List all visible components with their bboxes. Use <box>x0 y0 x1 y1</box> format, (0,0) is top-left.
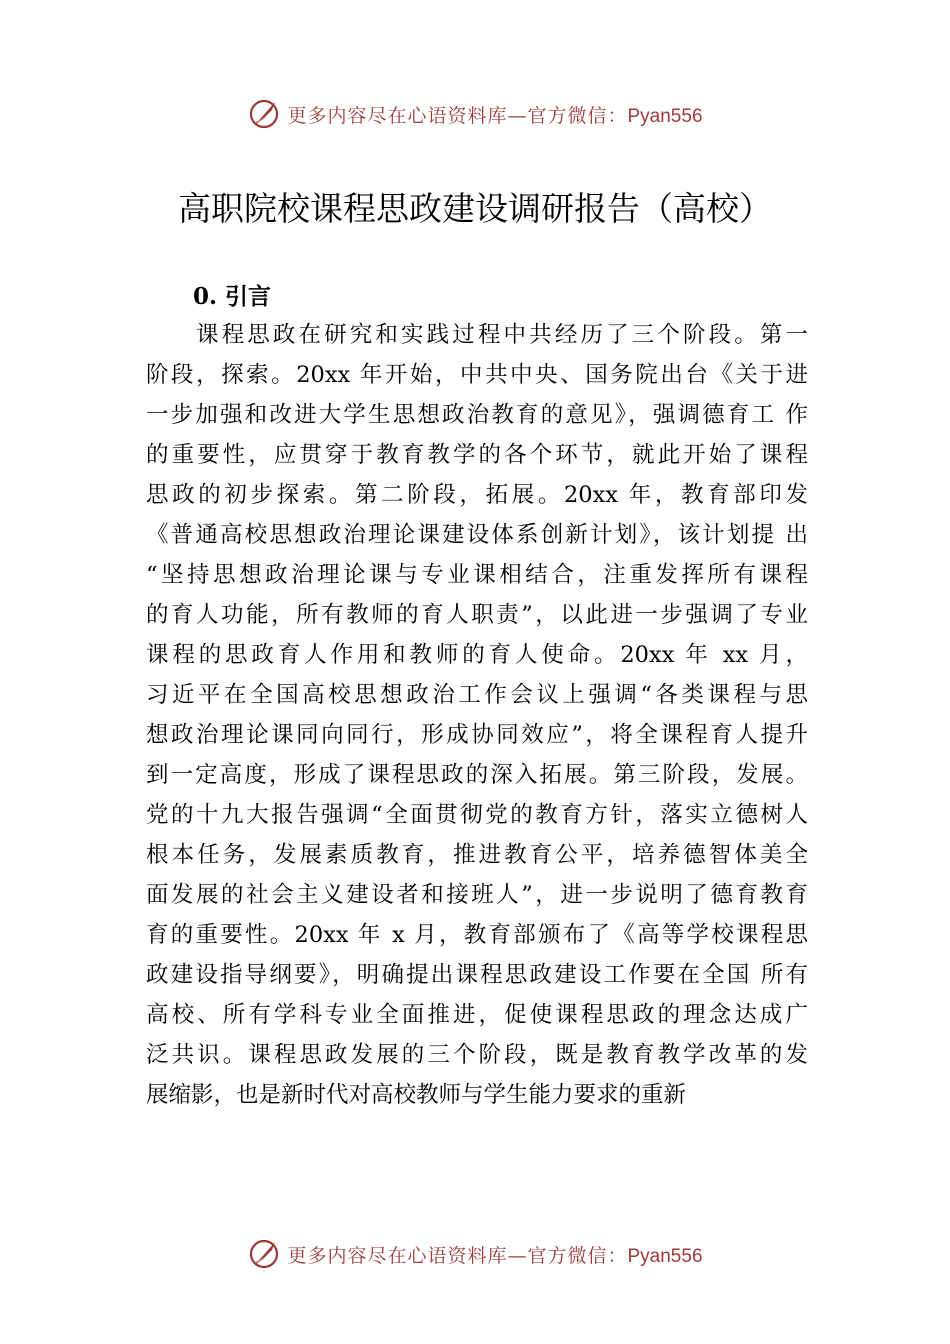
body-line: 课程的思政育人作用和教师的育人使命。20xx 年 xx 月， <box>146 642 808 668</box>
watermark-label: 更多内容尽在心语资料库—官方微信： <box>287 104 628 127</box>
body-line: 一步加强和改进大学生思想政治教育的意见》，强调德育工 作 <box>146 402 808 428</box>
body-paragraph <box>146 315 808 1115</box>
body-line: 的重要性，应贯穿于教育教学的各个环节，就此开始了课程 <box>146 442 808 468</box>
footer-watermark <box>0 1234 950 1274</box>
body-line: “坚持思想政治理论课与专业课相结合，注重发挥所有课程 <box>146 562 808 588</box>
body-line: 政建设指导纲要》，明确提出课程思政建设工作要在全国 所有 <box>146 962 808 988</box>
body-line: 面发展的社会主义建设者和接班人”，进一步说明了德育教育 <box>146 882 808 908</box>
body-line: 的育人功能，所有教师的育人职责”，以此进一步强调了专业 <box>146 602 808 628</box>
watermark-text <box>287 1241 702 1268</box>
body-line: 习近平在全国高校思想政治工作会议上强调“各类课程与思 <box>146 682 808 708</box>
header-watermark <box>0 94 950 134</box>
body-line: 到一定高度，形成了课程思政的深入拓展。第三阶段，发展。 <box>146 762 808 788</box>
body-line: 《普通高校思想政治理论课建设体系创新计划》，该计划提 出 <box>146 522 808 548</box>
watermark-wechat-id: Pyan556 <box>627 1245 703 1267</box>
section-heading: 0. 引言 <box>193 283 272 310</box>
body-line: 泛共识。课程思政发展的三个阶段，既是教育教学改革的发 <box>146 1042 808 1068</box>
body-line: 根本任务，发展素质教育，推进教育公平，培养德智体美全 <box>146 842 808 868</box>
quill-pen-logo-icon <box>247 1237 281 1271</box>
body-line: 阶段，探索。20xx 年开始，中共中央、国务院出台《关于进 <box>146 362 808 388</box>
body-line: 党的十九大报告强调“全面贯彻党的教育方针，落实立德树人 <box>146 802 808 828</box>
body-line: 想政治理论课同向同行，形成协同效应”，将全课程育人提升 <box>146 722 808 748</box>
watermark-text <box>287 101 702 128</box>
quill-pen-logo-icon <box>247 97 281 131</box>
body-line: 育的重要性。20xx 年 x 月，教育部颁布了《高等学校课程思 <box>146 922 808 948</box>
body-line: 思政的初步探索。第二阶段，拓展。20xx 年，教育部印发 <box>146 482 808 508</box>
body-line: 展缩影，也是新时代对高校教师与学生能力要求的重新 <box>146 1082 687 1108</box>
document-title: 高职院校课程思政建设调研报告（高校） <box>178 189 772 228</box>
body-line: 高校、所有学科专业全面推进，促使课程思政的理念达成广 <box>146 1002 808 1028</box>
body-line: 课程思政在研究和实践过程中共经历了三个阶段。第一 <box>196 322 808 348</box>
watermark-wechat-id: Pyan556 <box>627 105 703 127</box>
watermark-label: 更多内容尽在心语资料库—官方微信： <box>287 1244 628 1267</box>
